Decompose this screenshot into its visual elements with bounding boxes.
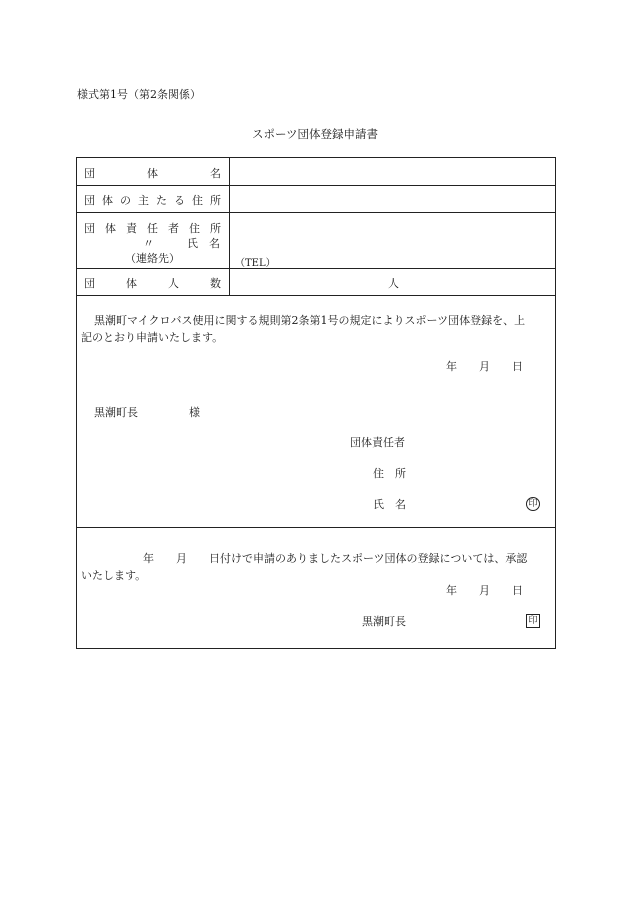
approving-authority: 黒潮町長 [362,615,406,628]
application-form-frame [76,157,556,649]
approval-text-line2: いたします。 [81,569,147,582]
group-address-label: 団 体 の 主 た る 住 所 [84,194,221,207]
contact-label: （連絡先） [125,252,180,265]
applicant-title: 団体責任者 [350,436,405,449]
seal-icon: 印 [526,497,540,511]
applicant-address-label: 住 所 [373,467,406,480]
group-name-label: 団 体 名 [84,167,221,180]
application-text-line1: 黒潮町マイクロバス使用に関する規則第2条第1号の規定によりスポーツ団体登録を、上 [94,314,526,327]
application-text-line2: 記のとおり申請いたします。 [81,331,224,344]
representative-name-label: 氏 名 [187,237,220,250]
seal-icon: 印 [526,614,540,628]
honorific: 様 [189,406,200,419]
member-count-label: 団 体 人 数 [84,277,221,290]
applicant-name-label: 氏 名 [373,498,406,511]
representative-address-label: 団 体 責 任 者 住 所 [84,222,221,235]
group-address-field[interactable] [230,186,556,212]
approval-text-line1: 年 月 日付けで申請のありましたスポーツ団体の登録については、承認 [143,552,528,565]
tel-label: （TEL） [235,258,276,269]
ditto-mark: 〃 [143,237,154,250]
document-title: スポーツ団体登録申請書 [251,127,379,141]
group-name-field[interactable] [230,158,556,185]
approval-date: 年 月 日 [446,584,523,597]
form-number: 様式第1号（第2条関係） [77,88,201,101]
row-divider [77,295,555,296]
addressee: 黒潮町長 [94,406,138,419]
representative-field[interactable] [230,213,556,253]
member-count-unit: 人 [388,277,399,290]
section-divider [77,527,555,528]
application-date: 年 月 日 [446,360,523,373]
